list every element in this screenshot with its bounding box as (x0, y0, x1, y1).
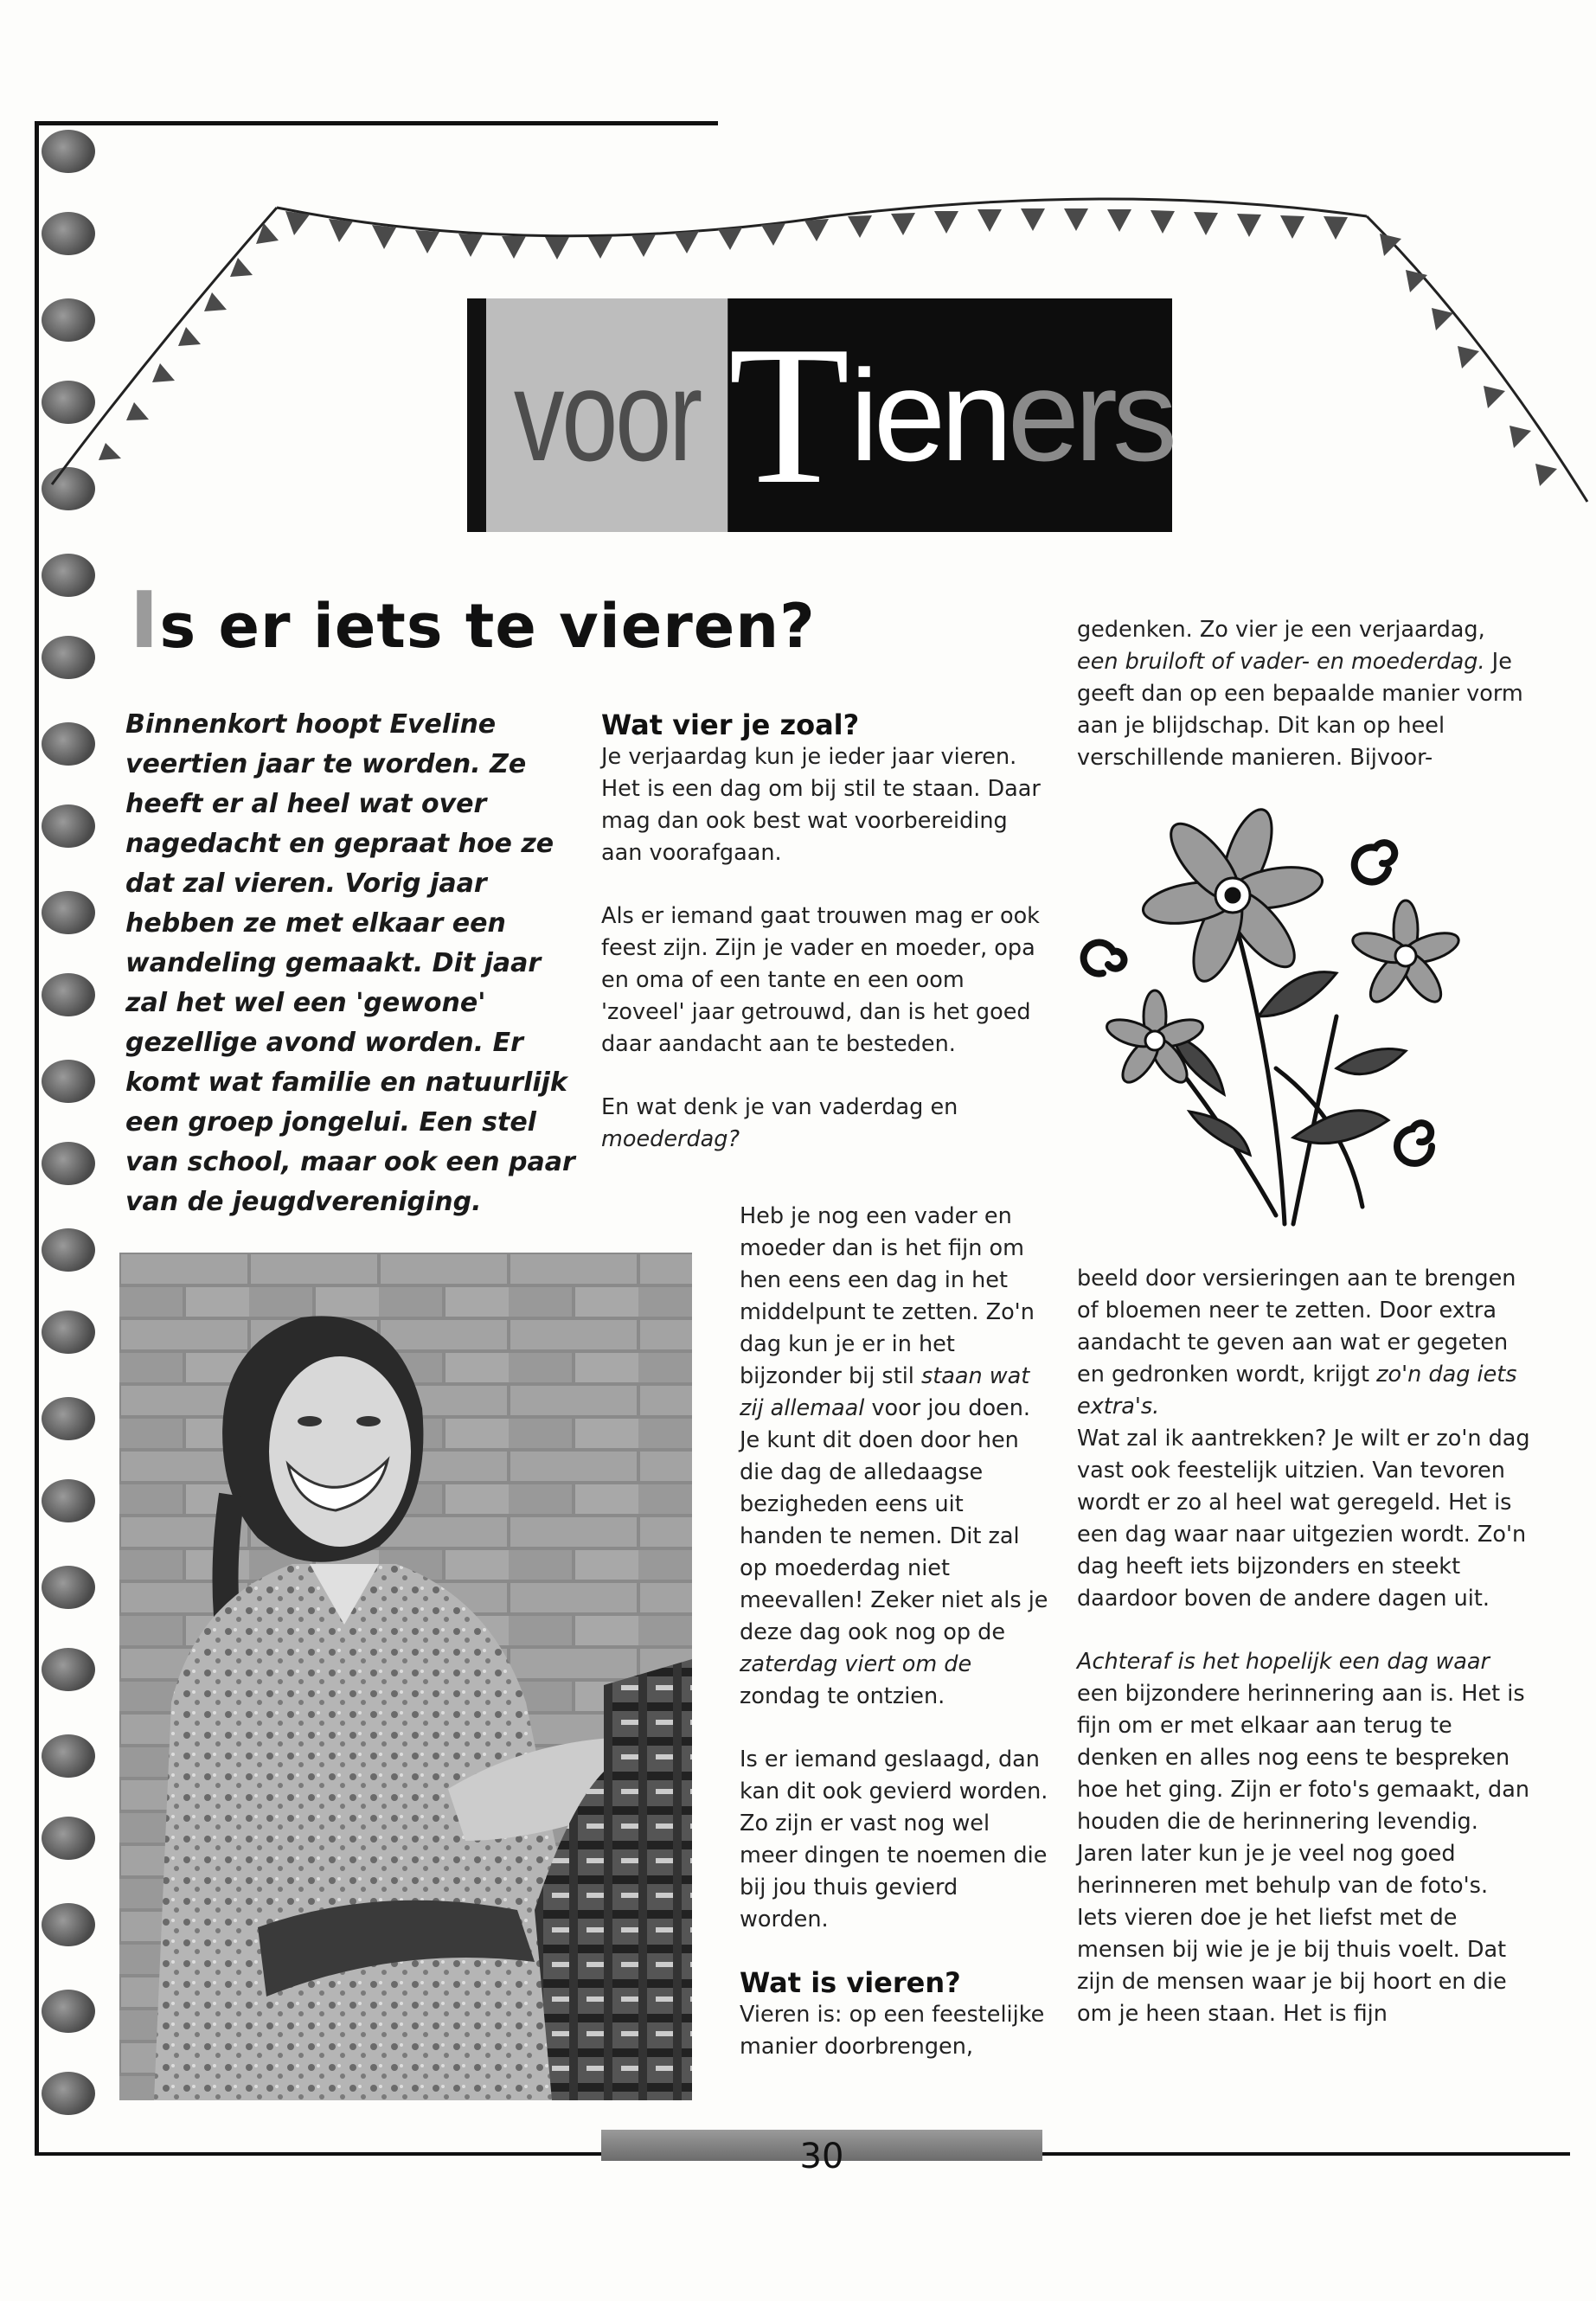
paragraph-emphasis: staan wat zij allemaal (740, 1363, 1030, 1421)
paragraph-text: zondag te ontzien. (740, 1683, 945, 1709)
binder-hole (42, 1228, 95, 1272)
logo-ers: ers (1007, 342, 1172, 488)
paragraph (601, 1092, 1051, 1156)
binder-hole (42, 1566, 95, 1609)
paragraph-emphasis: een bruiloft of vader- en moederdag. (1077, 649, 1485, 675)
article-title (130, 575, 816, 666)
binder-hole (42, 1648, 95, 1691)
voor-tieners-logo (467, 298, 1172, 532)
paragraph (740, 1201, 1051, 1713)
photo-laughing-woman-handshake (119, 1253, 692, 2100)
logo-t: T (727, 304, 850, 525)
paragraph (1077, 614, 1527, 774)
binder-hole (42, 1060, 95, 1103)
binder-hole (42, 1990, 95, 2033)
page-number-bar (601, 2130, 1042, 2176)
binder-hole (42, 722, 95, 766)
section-heading-wat-vier-je-zoal: Wat vier je zoal? (601, 708, 860, 741)
paragraph-text: Heb je nog een vader en moeder dan is het fijn om hen eens een dag in het middelpunt te zetten. Zo'n dag kun je er in het bijzonder bij stil (740, 1203, 1035, 1389)
binder-hole (42, 804, 95, 848)
paragraph (1077, 1263, 1531, 1615)
middle-column-top (601, 709, 1051, 1156)
logo-stripe (467, 298, 486, 532)
binder-hole (42, 2072, 95, 2115)
right-column-top (1077, 614, 1527, 774)
binder-hole (42, 1311, 95, 1354)
middle-column-narrow (740, 1201, 1051, 2063)
section-heading-wat-is-vieren: Wat is vieren? (740, 1966, 961, 1999)
paragraph-text: Iets vieren doe je het liefst met de mensen bij wie je je bij thuis voelt. Dat zijn de mensen waar je bij hoort en die om je heen staan. Het is fijn (1077, 1905, 1507, 2027)
binder-hole (42, 1817, 95, 1860)
paragraph: Als er iemand gaat trouwen mag er ook feest zijn. Zijn je vader en moeder, opa en oma of een tante en een oom 'zoveel' jaar getrouwd, dan is het goed daar aandacht aan te besteden. (601, 903, 1040, 1057)
logo-tieners-text (723, 298, 1172, 532)
binder-hole (42, 636, 95, 679)
logo-voor-text: voor (486, 298, 727, 532)
flowers-illustration (1077, 809, 1501, 1241)
paragraph-emphasis: moederdag? (601, 1126, 740, 1152)
paragraph (1077, 1646, 1531, 2030)
paragraph-text: beeld door versieringen aan te brengen of bloemen neer te zetten. Door extra aandacht te geven aan wat er gegeten en gedronken wordt, krijgt (1077, 1266, 1516, 1388)
binder-hole (42, 1397, 95, 1440)
paragraph-text: En wat denk je van vaderdag en (601, 1094, 958, 1120)
paragraph-emphasis: zaterdag viert om de (740, 1651, 972, 1677)
paragraph-text: gedenken. Zo vier je een verjaardag, (1077, 617, 1485, 643)
binder-hole (42, 130, 95, 173)
binder-hole (42, 973, 95, 1016)
binder-hole (42, 1903, 95, 1946)
paragraph-text: voor jou doen. Je kunt dit doen door hen die dag de alledaagse bezigheden eens uit handen te nemen. Dit zal op moederdag niet meevallen! Zeker niet als je deze dag ook nog op de (740, 1395, 1048, 1645)
paragraph: Is er iemand geslaagd, dan kan dit ook gevierd worden. Zo zijn er vast nog wel meer dingen te noemen die bij jou thuis gevierd worden. (740, 1747, 1048, 1932)
paragraph-text: Je geeft dan op een bepaalde manier vorm aan je blijdschap. Dit kan op heel verschillende manieren. Bijvoor- (1077, 649, 1523, 771)
binder-hole (42, 891, 95, 934)
paragraph: Je verjaardag kun je ieder jaar vieren. Het is een dag om bij stil te staan. Daar mag dan ook best wat voorbereiding aan voorafgaan. (601, 744, 1041, 866)
title-initial: I (130, 575, 160, 666)
binder-hole (42, 1142, 95, 1185)
flower-big (1140, 804, 1325, 987)
logo-ien: ien (849, 342, 1008, 488)
title-rest: s er iets te vieren? (159, 591, 816, 662)
paragraph-emphasis: zo'n dag iets extra's. (1077, 1362, 1517, 1420)
binder-hole (42, 1479, 95, 1522)
paragraph: Vieren is: op een feestelijke manier doorbrengen, (740, 2002, 1045, 2060)
page-number: 30 (799, 2137, 844, 2176)
binder-hole (42, 1734, 95, 1778)
article-intro: Binnenkort hoopt Eveline veertien jaar te worden. Ze heeft er al heel wat over nagedacht en gepraat hoe ze dat zal vieren. Vorig jaar hebben ze met elkaar een wandeling gemaakt. Dit jaar zal het wel een 'gewone' gezellige avond worden. Er komt wat familie en natuurlijk een groep jongelui. Een stel van school, maar ook een paar van de jeugdvereniging. (125, 709, 575, 1217)
paragraph-emphasis: Achteraf is het hopelijk een dag waar (1077, 1649, 1490, 1675)
right-column-bottom (1077, 1263, 1531, 2030)
binder-hole (42, 554, 95, 597)
page-frame-left (35, 121, 39, 2154)
paragraph-text: een bijzondere herinnering aan is. Het is fijn om er met elkaar aan terug te denken en alles nog eens te bespreken hoe het ging. Zijn er foto's gemaakt, dan houden die de herinnering levendig. Jaren later kun je je veel nog goed herinneren met behulp van de foto's. (1077, 1681, 1530, 1899)
page-frame-top (35, 121, 718, 125)
paragraph-text: Wat zal ik aantrekken? Je wilt er zo'n dag vast ook feestelijk uitzien. Van tevoren wordt er zo al heel wat geregeld. Het is een dag waar naar uitgezien wordt. Zo'n dag heeft iets bijzonders en steekt daardoor boven de andere dagen uit. (1077, 1426, 1530, 1612)
